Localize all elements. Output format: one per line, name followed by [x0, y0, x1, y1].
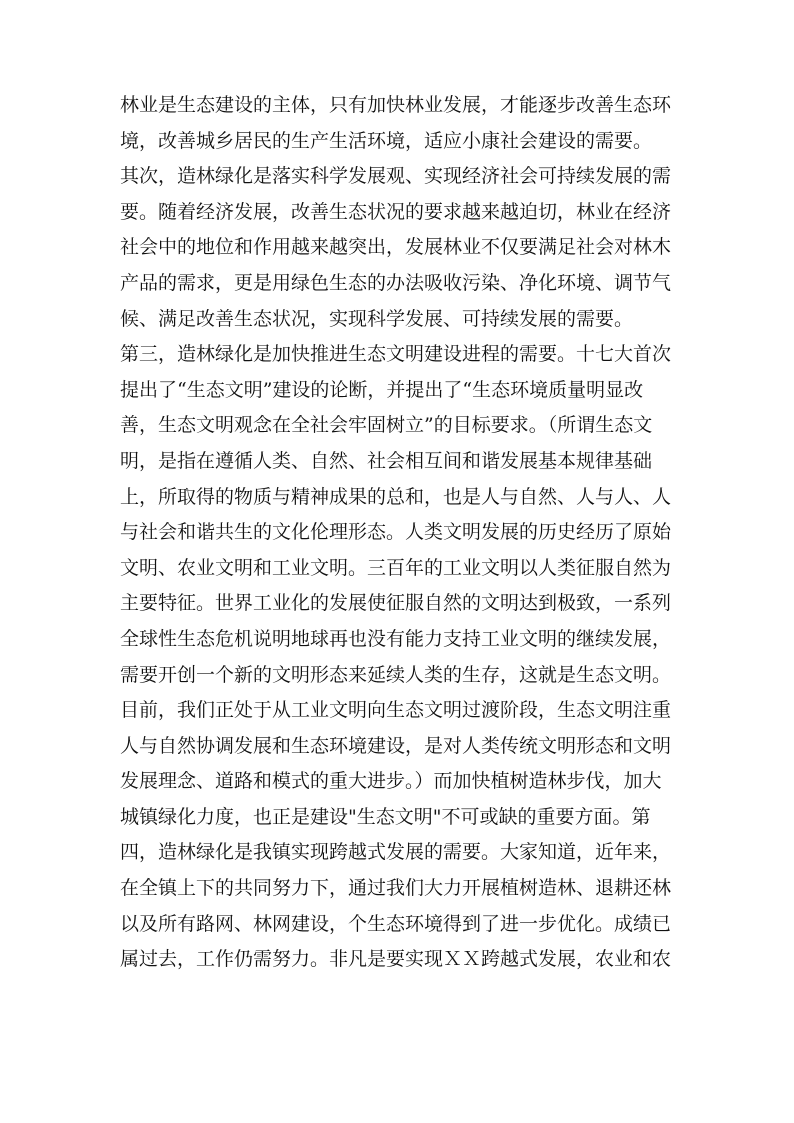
text-line-23: 在全镇上下的共同努力下，通过我们大力开展植树造林、退耕还林: [120, 877, 672, 900]
text-line-15: 主要特征。世界工业化的发展使征服自然的文明达到极致，一系列: [120, 592, 672, 615]
text-line-5: 社会中的地位和作用越来越突出，发展林业不仅要满足社会对林木: [120, 236, 672, 259]
text-line-7: 候、满足改善生态状况，实现科学发展、可持续发展的需要。: [120, 307, 634, 330]
text-line-3: 其次，造林绿化是落实科学发展观、实现经济社会可持续发展的需: [120, 165, 672, 188]
text-line-14: 文明、农业文明和工业文明。三百年的工业文明以人类征服自然为: [120, 556, 672, 579]
text-line-1: 林业是生态建设的主体，只有加快林业发展，才能逐步改善生态环: [120, 94, 672, 116]
text-line-8: 第三，造林绿化是加快推进生态文明建设进程的需要。十七大首次: [120, 343, 672, 366]
text-line-18: 目前，我们正处于从工业文明向生态文明过渡阶段，生态文明注重: [120, 699, 672, 722]
text-line-16: 全球性生态危机说明地球再也没有能力支持工业文明的继续发展，: [120, 627, 672, 650]
text-line-19: 人与自然协调发展和生态环境建设，是对人类传统文明形态和文明: [120, 734, 672, 757]
text-line-10: 善，生态文明观念在全社会牢固树立”的目标要求。（所谓生态文: [120, 414, 653, 437]
text-line-13: 与社会和谐共生的文化伦理形态。人类文明发展的历史经历了原始: [120, 521, 672, 544]
text-line-25: 属过去，工作仍需努力。非凡是要实现ＸＸ跨越式发展，农业和农: [120, 948, 672, 971]
text-line-4: 要。随着经济发展，改善生态状况的要求越来越迫切，林业在经济: [120, 200, 672, 223]
text-line-12: 上，所取得的物质与精神成果的总和，也是人与自然、人与人、人: [120, 485, 672, 508]
text-line-24: 以及所有路网、林网建设，个生态环境得到了进一步优化。成绩已: [120, 912, 672, 935]
text-line-6: 产品的需求，更是用绿色生态的办法吸收污染、净化环境、调节气: [120, 271, 672, 294]
text-line-21: 城镇绿化力度，也正是建设"生态文明"不可或缺的重要方面。第: [120, 805, 651, 828]
body-text: [120, 88, 680, 978]
text-line-20: 发展理念、道路和模式的重大进步。）而加快植树造林步伐，加大: [120, 770, 662, 793]
text-line-22: 四，造林绿化是我镇实现跨越式发展的需要。大家知道，近年来，: [120, 841, 672, 864]
text-line-11: 明，是指在遵循人类、自然、社会相互间和谐发展基本规律基础: [120, 449, 653, 472]
text-line-17: 需要开创一个新的文明形态来延续人类的生存，这就是生态文明。: [120, 663, 672, 686]
text-line-9: 提出了“生态文明”建设的论断，并提出了“生态环境质量明显改: [120, 378, 644, 401]
text-line-2: 境，改善城乡居民的生产生活环境，适应小康社会建设的需要。: [120, 129, 653, 152]
